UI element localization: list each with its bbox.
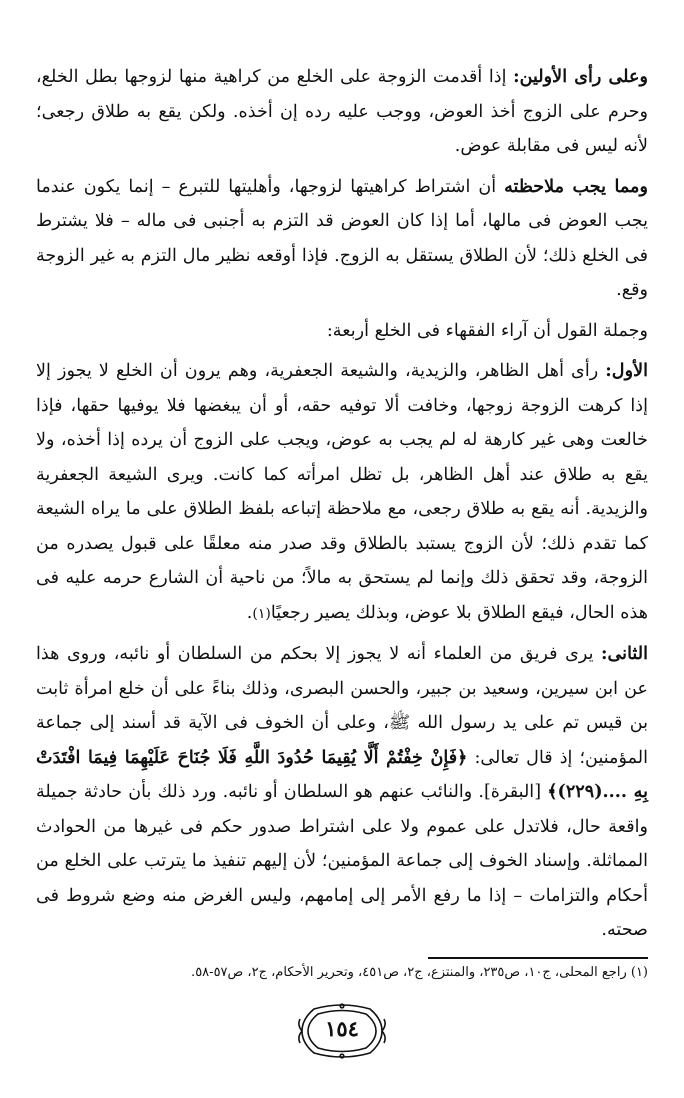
paragraph-lead: الثانى:	[601, 643, 648, 664]
paragraph-opinion-second	[36, 637, 648, 948]
paragraph-lead: وعلى رأى الأولين:	[513, 66, 648, 87]
footnote-divider	[428, 957, 648, 959]
paragraph-text: وجملة القول أن آراء الفقهاء فى الخلع أربعة:	[326, 320, 648, 341]
paragraph-text-continued: [البقرة]. والنائب عنهم هو السلطان أو نائبه. ورد ذلك بأن حادثة جميلة واقعة حال، فلاتدل على عموم ولا على اشتراط صدور حكم فى غيرها من الحوادث المماثلة. وإسناد الخوف إلى جماعة المؤمنين؛ لأن إليهم تنفيذ ما يترتب على الخلع من أحكام والتزامات – إذا ما رفع الأمر إلى إمامهم، وليس الغرض منه وضع شروط فى صحته.	[36, 782, 648, 940]
paragraph-opinion-first	[36, 354, 648, 631]
paragraph-text: إذا أقدمت الزوجة على الخلع من كراهية منها لزوجها بطل الخلع، وحرم على الزوج أخذ العوض، ووجب عليه رده إن أخذه. ولكن يقع به طلاق رجعى؛ لأنه ليس فى مقابلة عوض.	[36, 67, 648, 156]
paragraph-lead: الأول:	[605, 360, 648, 381]
paragraph-lead: ومما يجب ملاحظته	[504, 175, 648, 197]
paragraph-text: أن اشتراط كراهيتها لزوجها، وأهليتها للتبرع – إنما يكون عندما يجب العوض فى مالها، أما إذا كان العوض قد التزم به أجنبى فى ماله – فلا يشترط فى الخلع ذلك؛ لأن الطلاق يستقل به الزوج. فإذا أوقعه نظير مال التزم به غير الزوجة وقع.	[36, 176, 648, 300]
footnote-marker[interactable]: (١)	[252, 605, 271, 622]
page-body	[36, 60, 648, 948]
paragraph-summary	[36, 314, 648, 349]
page-number: ١٥٤	[325, 1016, 359, 1041]
paragraph-text: يرى فريق من العلماء أنه لا يجوز إلا بحكم من السلطان أو نائبه، وروى هذا عن ابن سيرين، وسعيد بن جبير، والحسن البصرى، وذلك بناءً على أن خلع امرأة ثابت بن قيس تم على يد رسول الله ﷺ، وعلى أن الخوف فى الآية قد أسند إلى جماعة المؤمنين؛ إذ قال تعالى:	[36, 644, 648, 768]
footnote: (١) راجع المحلى، ج١٠، ص٢٣٥، والمنتزع، ج٢، ص٤٥١، وتحرير الأحكام، ج٢، ص٥٧-٥٨.	[191, 965, 648, 980]
paragraph-note	[36, 170, 648, 308]
paragraph-text: رأى أهل الظاهر، والزيدية، والشيعة الجعفرية، وهم يرون أن الخلع لا يجوز إلا إذا كرهت الزوجة زوجها، وخافت ألا توفيه حقه، أو أن يبغضها فلا يوفيها حقها، فإذا خالعت وهى غير كارهة له لم يجب به عوض، ويجب على الزوج أن يرده إذا أخذه، ولا يقع به طلاق عند أهل الظاهر، بل تظل امرأته كما كانت. ويرى الشيعة الجعفرية والزيدية. أنه يقع به طلاق رجعى، مع ملاحظة إتباعه بلفظ الطلاق على ما يراه الشيعة كما تقدم ذلك؛ لأن الزوج يستبد بالطلاق وقد صدر منه معلقًا على قبول يصدره من الزوجة، وقد تحقق ذلك وإنما لم يستحق به مالاً؛ من ناحية أن الشارع حرمه عليه فى هذه الحال، فيقع الطلاق بلا عوض، وبذلك يصير رجعيًا	[36, 361, 648, 623]
quran-verse: ﴿فَإِنْ خِفْتُمْ أَلَّا يُقِيمَا حُدُودَ اللَّهِ فَلَا جُنَاحَ عَلَيْهِمَا فِيمَا افْتَدَتْ بِهِ ....(٢٢٩)﴾	[36, 746, 648, 802]
paragraph-end: .	[246, 602, 253, 623]
paragraph-first-opinion-consequence	[36, 60, 648, 164]
page-number-frame	[296, 1003, 388, 1059]
